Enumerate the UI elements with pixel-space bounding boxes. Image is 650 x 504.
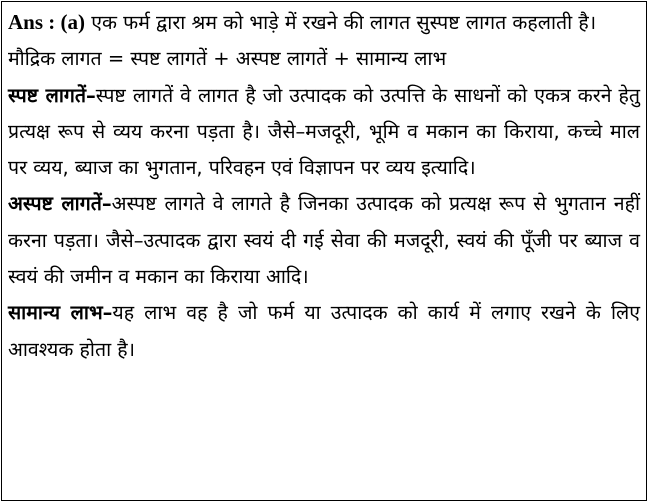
normal-profit-heading: सामान्य लाभ– [8,301,113,325]
implicit-costs-paragraph [8,186,640,295]
answer-text [8,4,640,368]
normal-profit-text: यह लाभ वह है जो फर्म या उत्पादक को कार्य में लगाए रखने के लिए आवश्यक होता है। [8,301,640,361]
answer-box [1,1,647,501]
implicit-costs-heading: अस्पष्ट लागतें– [8,192,112,216]
explicit-costs-paragraph [8,78,640,187]
cost-formula: मौद्रिक लागत = स्पष्ट लागतें + अस्पष्ट लागतें + सामान्य लाभ [8,47,447,71]
answer-label: Ans : (a) [8,10,85,34]
implicit-costs-text: अस्पष्ट लागते वे लागते है जिनका उत्पादक को प्रत्यक्ष रूप से भुगतान नहीं करना पड़ता। जैसे–उत्पादक द्वारा स्वयं दी गई सेवा की मजदूरी, स्वयं की पूँजी पर ब्याज व स्वयं की जमीन व मकान का किराया आदि। [8,192,640,289]
intro-paragraph [8,4,640,41]
explicit-costs-text: स्पष्ट लागतें वे लागत है जो उत्पादक को उत्पत्ति के साधनों को एकत्र करने हेतु प्रत्यक्ष रूप से व्यय करना पड़ता है। जैसे–मजदूरी, भूमि व मकान का किराया, कच्चे माल पर व्यय, ब्याज का भुगतान, परिवहन एवं विज्ञापन पर व्यय इत्यादि। [8,83,640,180]
explicit-costs-heading: स्पष्ट लागतें– [8,83,96,107]
intro-text: एक फर्म द्वारा श्रम को भाड़े में रखने की लागत सुस्पष्ट लागत कहलाती है। [85,11,597,34]
normal-profit-paragraph [8,295,640,368]
